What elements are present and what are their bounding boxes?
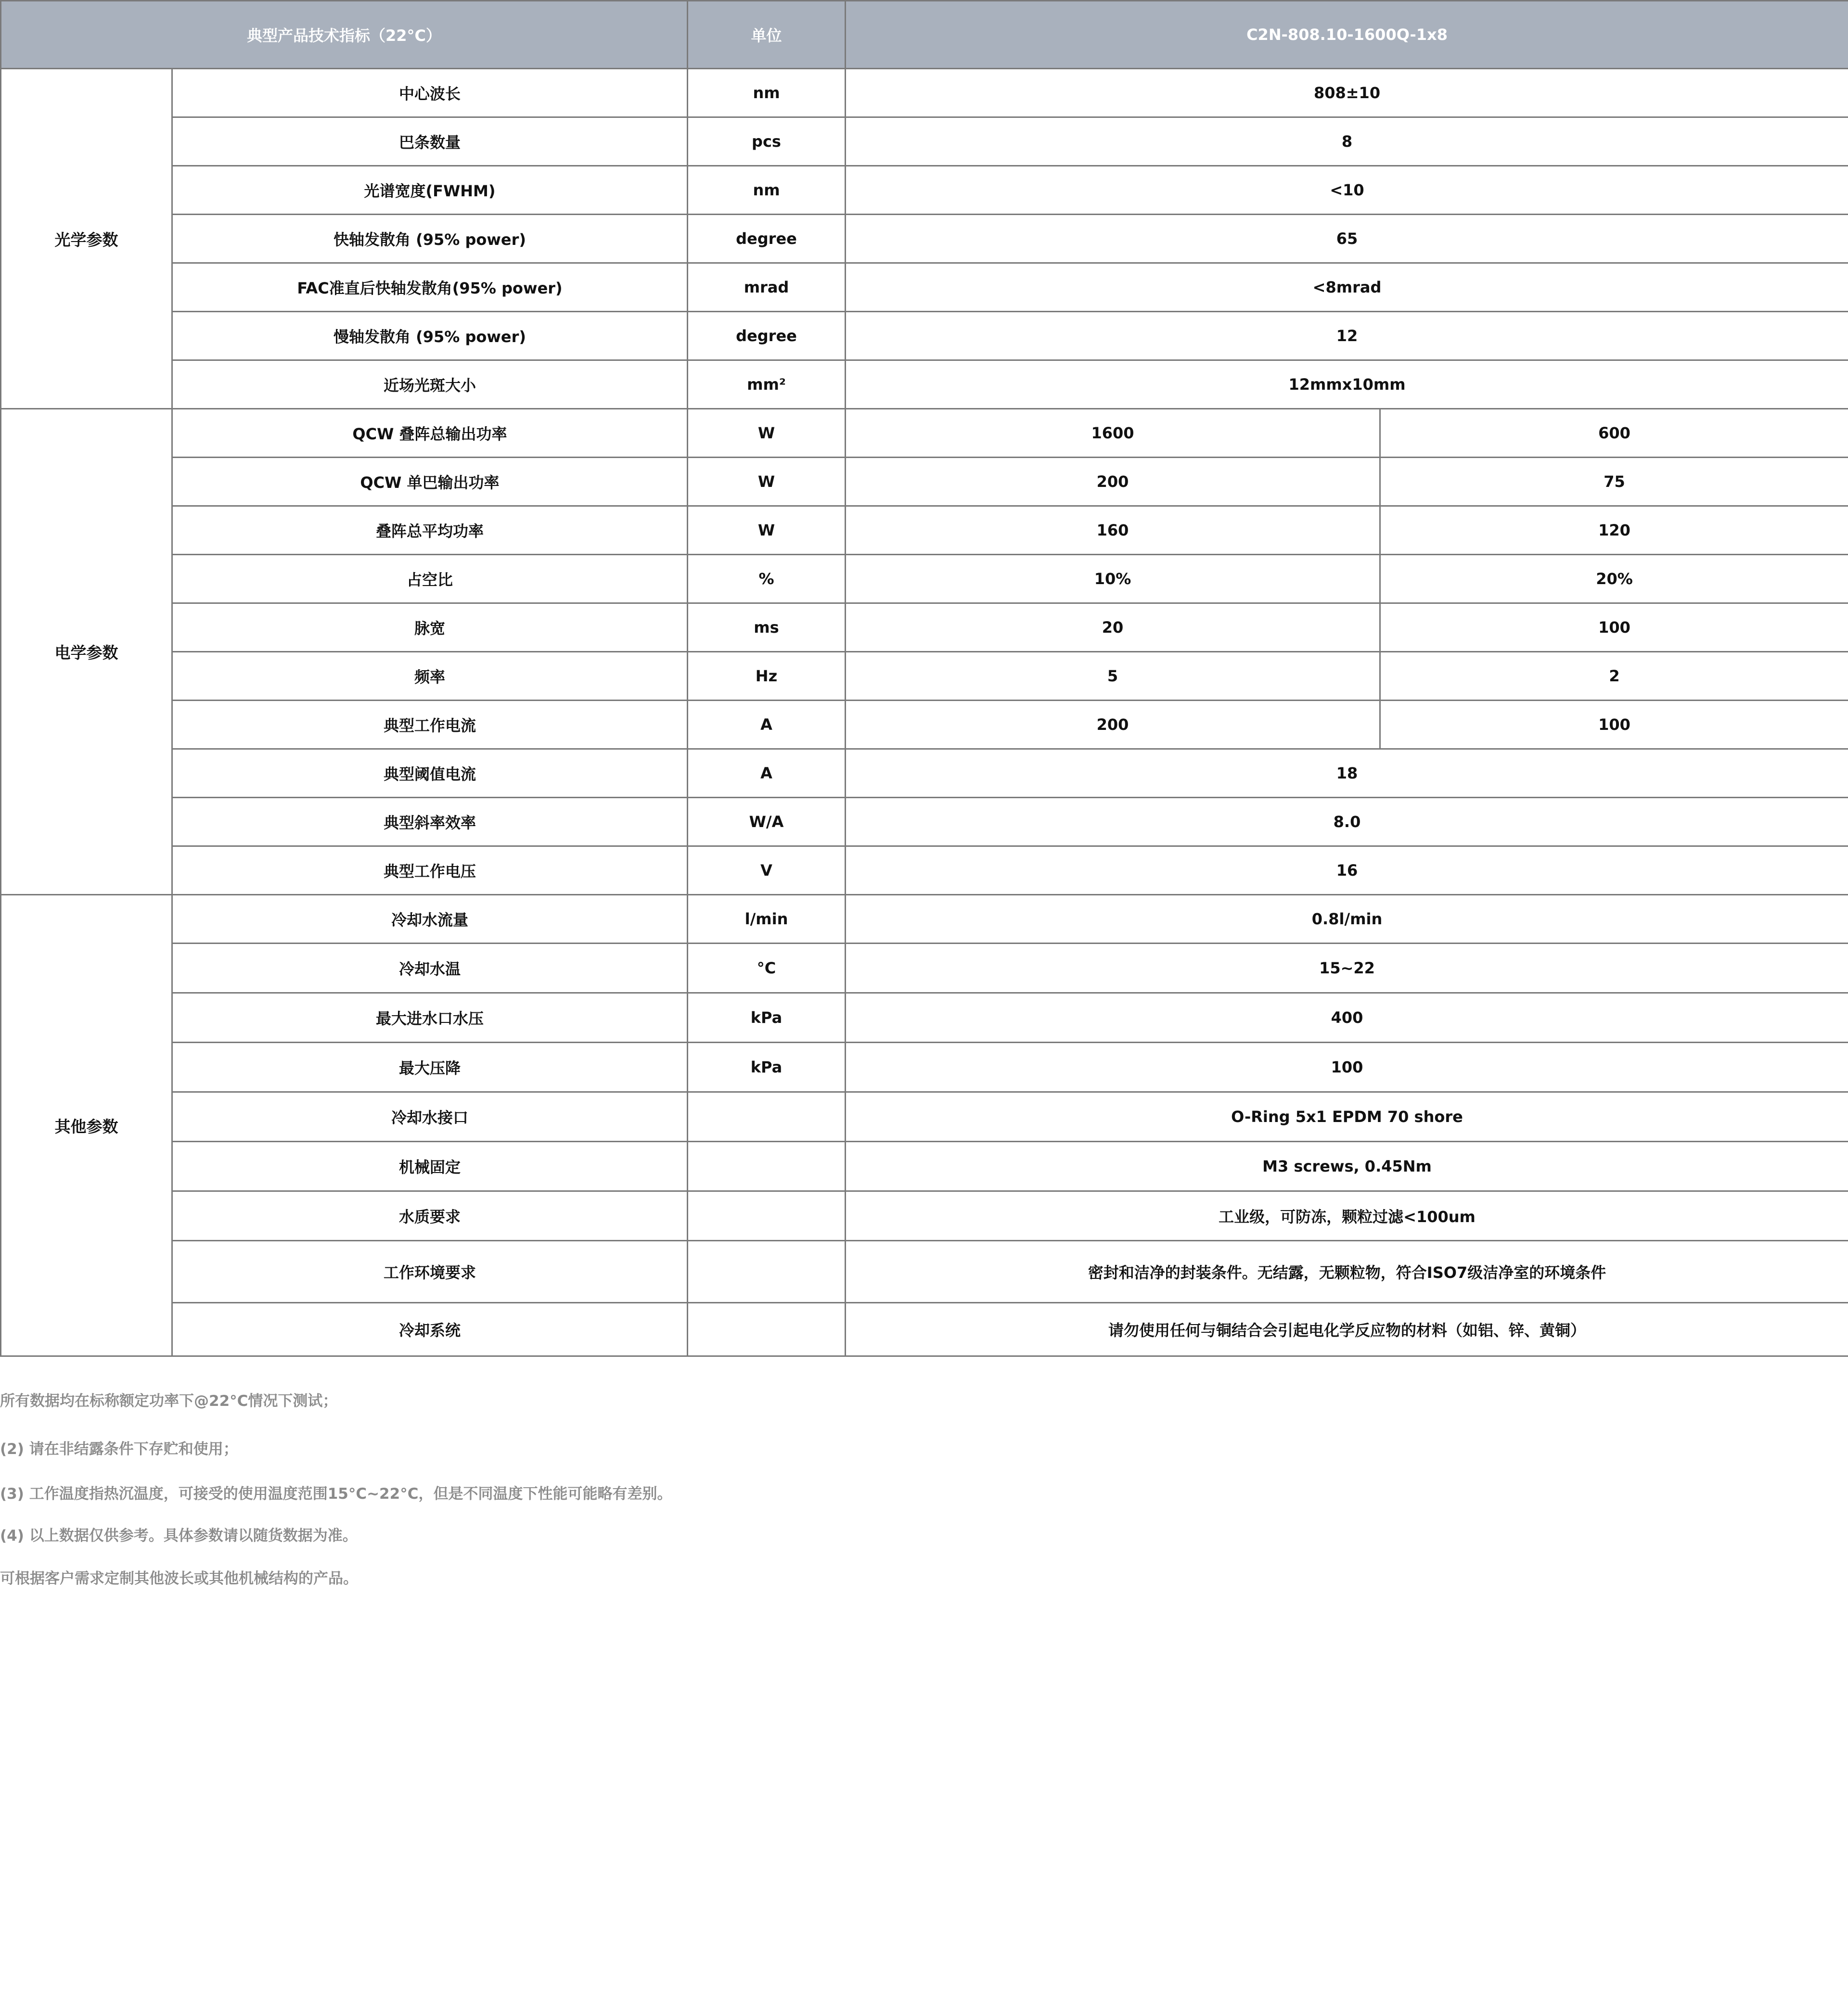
table-row xyxy=(1,1092,1848,1142)
footnote: 所有数据均在标称额定功率下@22°C情况下测试； xyxy=(0,1392,338,1410)
group-label-optical: 光学参数 xyxy=(1,69,172,409)
param-name: 脉宽 xyxy=(172,603,688,652)
param-value: 8.0 xyxy=(846,798,1848,846)
param-value: 0.8l/min xyxy=(846,895,1848,944)
param-name: 冷却水流量 xyxy=(172,895,688,944)
param-unit: l/min xyxy=(688,895,846,944)
param-value: 808±10 xyxy=(846,69,1848,117)
param-unit xyxy=(688,1241,846,1303)
param-value-a: 10% xyxy=(846,555,1380,603)
footnote: 可根据客户需求定制其他波长或其他机械结构的产品。 xyxy=(0,1570,358,1587)
param-unit: pcs xyxy=(688,117,846,166)
param-unit: A xyxy=(688,749,846,798)
table-row xyxy=(1,263,1848,312)
param-unit: V xyxy=(688,846,846,895)
param-unit: °C xyxy=(688,944,846,993)
param-unit: degree xyxy=(688,215,846,263)
table-row xyxy=(1,846,1848,895)
group-label-electrical: 电学参数 xyxy=(1,409,172,895)
param-name: QCW 叠阵总输出功率 xyxy=(172,409,688,458)
param-value: 400 xyxy=(846,993,1848,1043)
param-value: 16 xyxy=(846,846,1848,895)
param-unit xyxy=(688,1142,846,1191)
param-name: 工作环境要求 xyxy=(172,1241,688,1303)
param-unit: kPa xyxy=(688,1043,846,1092)
param-unit: mm² xyxy=(688,360,846,409)
param-unit: W xyxy=(688,458,846,506)
table-row xyxy=(1,701,1848,749)
table-row xyxy=(1,749,1848,798)
param-name: 冷却水温 xyxy=(172,944,688,993)
group-label-other: 其他参数 xyxy=(1,895,172,1356)
table-row xyxy=(1,1142,1848,1191)
param-unit: kPa xyxy=(688,993,846,1043)
param-name: 近场光斑大小 xyxy=(172,360,688,409)
param-value-a: 20 xyxy=(846,603,1380,652)
param-name: 快轴发散角 (95% power) xyxy=(172,215,688,263)
param-value-b: 20% xyxy=(1380,555,1848,603)
param-unit: mrad xyxy=(688,263,846,312)
header-unit: 单位 xyxy=(688,1,846,69)
param-name: 机械固定 xyxy=(172,1142,688,1191)
param-value: 密封和洁净的封装条件。无结露，无颗粒物，符合ISO7级洁净室的环境条件 xyxy=(846,1241,1848,1303)
table-row xyxy=(1,360,1848,409)
table-row xyxy=(1,409,1848,458)
param-unit: % xyxy=(688,555,846,603)
param-unit: nm xyxy=(688,69,846,117)
param-value-b: 120 xyxy=(1380,506,1848,555)
table-row xyxy=(1,69,1848,117)
param-unit: nm xyxy=(688,166,846,215)
param-name: 最大压降 xyxy=(172,1043,688,1092)
param-unit: degree xyxy=(688,312,846,360)
table-row xyxy=(1,1191,1848,1241)
param-unit: ms xyxy=(688,603,846,652)
table-row xyxy=(1,555,1848,603)
param-value: 65 xyxy=(846,215,1848,263)
param-value: 8 xyxy=(846,117,1848,166)
param-name: 典型工作电流 xyxy=(172,701,688,749)
table-row xyxy=(1,312,1848,360)
param-name: 频率 xyxy=(172,652,688,701)
param-value: 100 xyxy=(846,1043,1848,1092)
param-unit: Hz xyxy=(688,652,846,701)
param-value: 15~22 xyxy=(846,944,1848,993)
param-value: M3 screws, 0.45Nm xyxy=(846,1142,1848,1191)
param-name: 冷却水接口 xyxy=(172,1092,688,1142)
table-row xyxy=(1,458,1848,506)
footnote: (4) 以上数据仅供参考。具体参数请以随货数据为准。 xyxy=(0,1527,358,1544)
param-unit: W xyxy=(688,506,846,555)
param-value-b: 2 xyxy=(1380,652,1848,701)
param-name: FAC准直后快轴发散角(95% power) xyxy=(172,263,688,312)
table-row xyxy=(1,1043,1848,1092)
param-value: <10 xyxy=(846,166,1848,215)
param-value: 12 xyxy=(846,312,1848,360)
table-row xyxy=(1,798,1848,846)
param-value: <8mrad xyxy=(846,263,1848,312)
param-name: 典型阈值电流 xyxy=(172,749,688,798)
table-row xyxy=(1,944,1848,993)
table-row xyxy=(1,993,1848,1043)
param-name: 典型斜率效率 xyxy=(172,798,688,846)
param-name: 占空比 xyxy=(172,555,688,603)
param-value-a: 1600 xyxy=(846,409,1380,458)
param-value: 12mmx10mm xyxy=(846,360,1848,409)
table-row xyxy=(1,1241,1848,1303)
header-row xyxy=(1,1,1848,69)
table-row xyxy=(1,215,1848,263)
param-unit xyxy=(688,1191,846,1241)
param-name: 慢轴发散角 (95% power) xyxy=(172,312,688,360)
param-value-b: 600 xyxy=(1380,409,1848,458)
param-value-a: 160 xyxy=(846,506,1380,555)
param-unit xyxy=(688,1303,846,1356)
table-row xyxy=(1,117,1848,166)
param-value-a: 200 xyxy=(846,458,1380,506)
table-row xyxy=(1,895,1848,944)
param-value-b: 100 xyxy=(1380,701,1848,749)
header-param: 典型产品技术指标（22°C） xyxy=(1,1,688,69)
param-unit: W/A xyxy=(688,798,846,846)
param-value: 请勿使用任何与铜结合会引起电化学反应物的材料（如铝、锌、黄铜） xyxy=(846,1303,1848,1356)
table-row xyxy=(1,1303,1848,1356)
param-name: 最大进水口水压 xyxy=(172,993,688,1043)
param-value: O-Ring 5x1 EPDM 70 shore xyxy=(846,1092,1848,1142)
table-row xyxy=(1,166,1848,215)
param-name: 水质要求 xyxy=(172,1191,688,1241)
param-name: 巴条数量 xyxy=(172,117,688,166)
header-model: C2N-808.10-1600Q-1x8 xyxy=(846,1,1848,69)
param-unit xyxy=(688,1092,846,1142)
param-name: 中心波长 xyxy=(172,69,688,117)
table-row xyxy=(1,506,1848,555)
param-name: 光谱宽度(FWHM) xyxy=(172,166,688,215)
param-value: 工业级，可防冻，颗粒过滤<100um xyxy=(846,1191,1848,1241)
param-value-a: 5 xyxy=(846,652,1380,701)
param-name: QCW 单巴输出功率 xyxy=(172,458,688,506)
param-value-b: 100 xyxy=(1380,603,1848,652)
param-name: 叠阵总平均功率 xyxy=(172,506,688,555)
param-value: 18 xyxy=(846,749,1848,798)
param-name: 典型工作电压 xyxy=(172,846,688,895)
param-name: 冷却系统 xyxy=(172,1303,688,1356)
param-unit: A xyxy=(688,701,846,749)
param-unit: W xyxy=(688,409,846,458)
footnote: (2) 请在非结露条件下存贮和使用； xyxy=(0,1441,238,1458)
table-row xyxy=(1,652,1848,701)
footnote: (3) 工作温度指热沉温度，可接受的使用温度范围15°C~22°C，但是不同温度下性能可能略有差别。 xyxy=(0,1485,672,1503)
param-value-a: 200 xyxy=(846,701,1380,749)
param-value-b: 75 xyxy=(1380,458,1848,506)
table-row xyxy=(1,603,1848,652)
